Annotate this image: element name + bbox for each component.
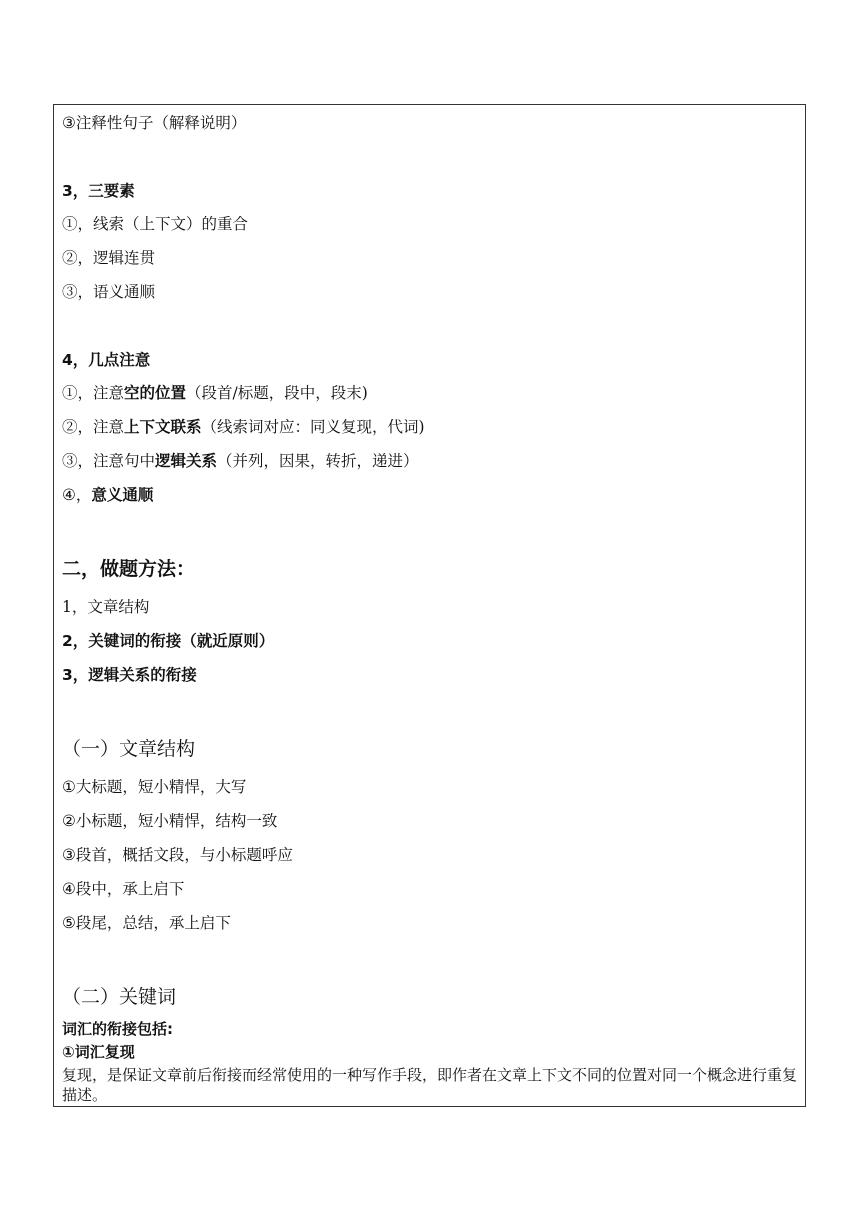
section-4-item-1: ①，注意空的位置（段首/标题，段中，段末) xyxy=(62,383,368,402)
section-3-item-2: ②，逻辑连贯 xyxy=(62,249,156,267)
item-marker: ⑤ xyxy=(62,914,76,932)
section-3-title: 3，三要素 xyxy=(62,182,135,200)
annotation-sentence-item xyxy=(62,113,246,133)
keywords-paragraph: 复现，是保证文章前后衔接而经常使用的一种写作手段，即作者在文章上下文不同的位置对同一个概念进行重复描述。 xyxy=(62,1066,798,1104)
item-marker: ③ xyxy=(62,846,76,864)
structure-item-3: ③段首，概括文段，与小标题呼应 xyxy=(62,846,293,864)
section-3-item-1: ①，线索（上下文）的重合 xyxy=(62,215,249,233)
keywords-sub-heading: ①词汇复现 xyxy=(62,1043,135,1061)
method-item-1: 1，文章结构 xyxy=(62,598,150,616)
keywords-heading: （二）关键词 xyxy=(62,986,177,1008)
structure-item-5: ⑤段尾，总结，承上启下 xyxy=(62,914,231,932)
section-4-title: 4，几点注意 xyxy=(62,351,151,369)
item-marker: ① xyxy=(62,778,76,796)
structure-item-1: ①大标题，短小精悍，大写 xyxy=(62,778,247,796)
structure-item-4: ④段中，承上启下 xyxy=(62,880,185,898)
item-marker: ② xyxy=(62,812,76,830)
structure-heading: （一）文章结构 xyxy=(62,738,196,760)
emphasis: 上下文联系 xyxy=(124,417,202,436)
document-frame xyxy=(53,104,806,1107)
item-text: 注释性句子（解释说明） xyxy=(75,114,247,132)
structure-item-2: ②小标题，短小精悍，结构一致 xyxy=(62,812,278,830)
section-4-item-3: ③，注意句中逻辑关系（并列，因果，转折，递进） xyxy=(62,451,419,470)
section-4-item-4: ④，意义通顺 xyxy=(62,485,154,504)
item-marker: ③ xyxy=(62,114,76,132)
emphasis: 意义通顺 xyxy=(91,485,154,504)
section-4-item-2: ②，注意上下文联系（线索词对应：同义复现，代词) xyxy=(62,417,425,436)
method-item-2: 2，关键词的衔接（就近原则） xyxy=(62,632,275,650)
emphasis: 逻辑关系 xyxy=(155,451,218,470)
method-item-3: 3，逻辑关系的衔接 xyxy=(62,666,197,684)
item-marker: ④ xyxy=(62,880,76,898)
keywords-intro: 词汇的衔接包括: xyxy=(62,1020,173,1038)
method-heading: 二，做题方法： xyxy=(62,558,196,580)
emphasis: 空的位置 xyxy=(124,383,187,402)
section-3-item-3: ③，语义通顺 xyxy=(62,283,156,301)
